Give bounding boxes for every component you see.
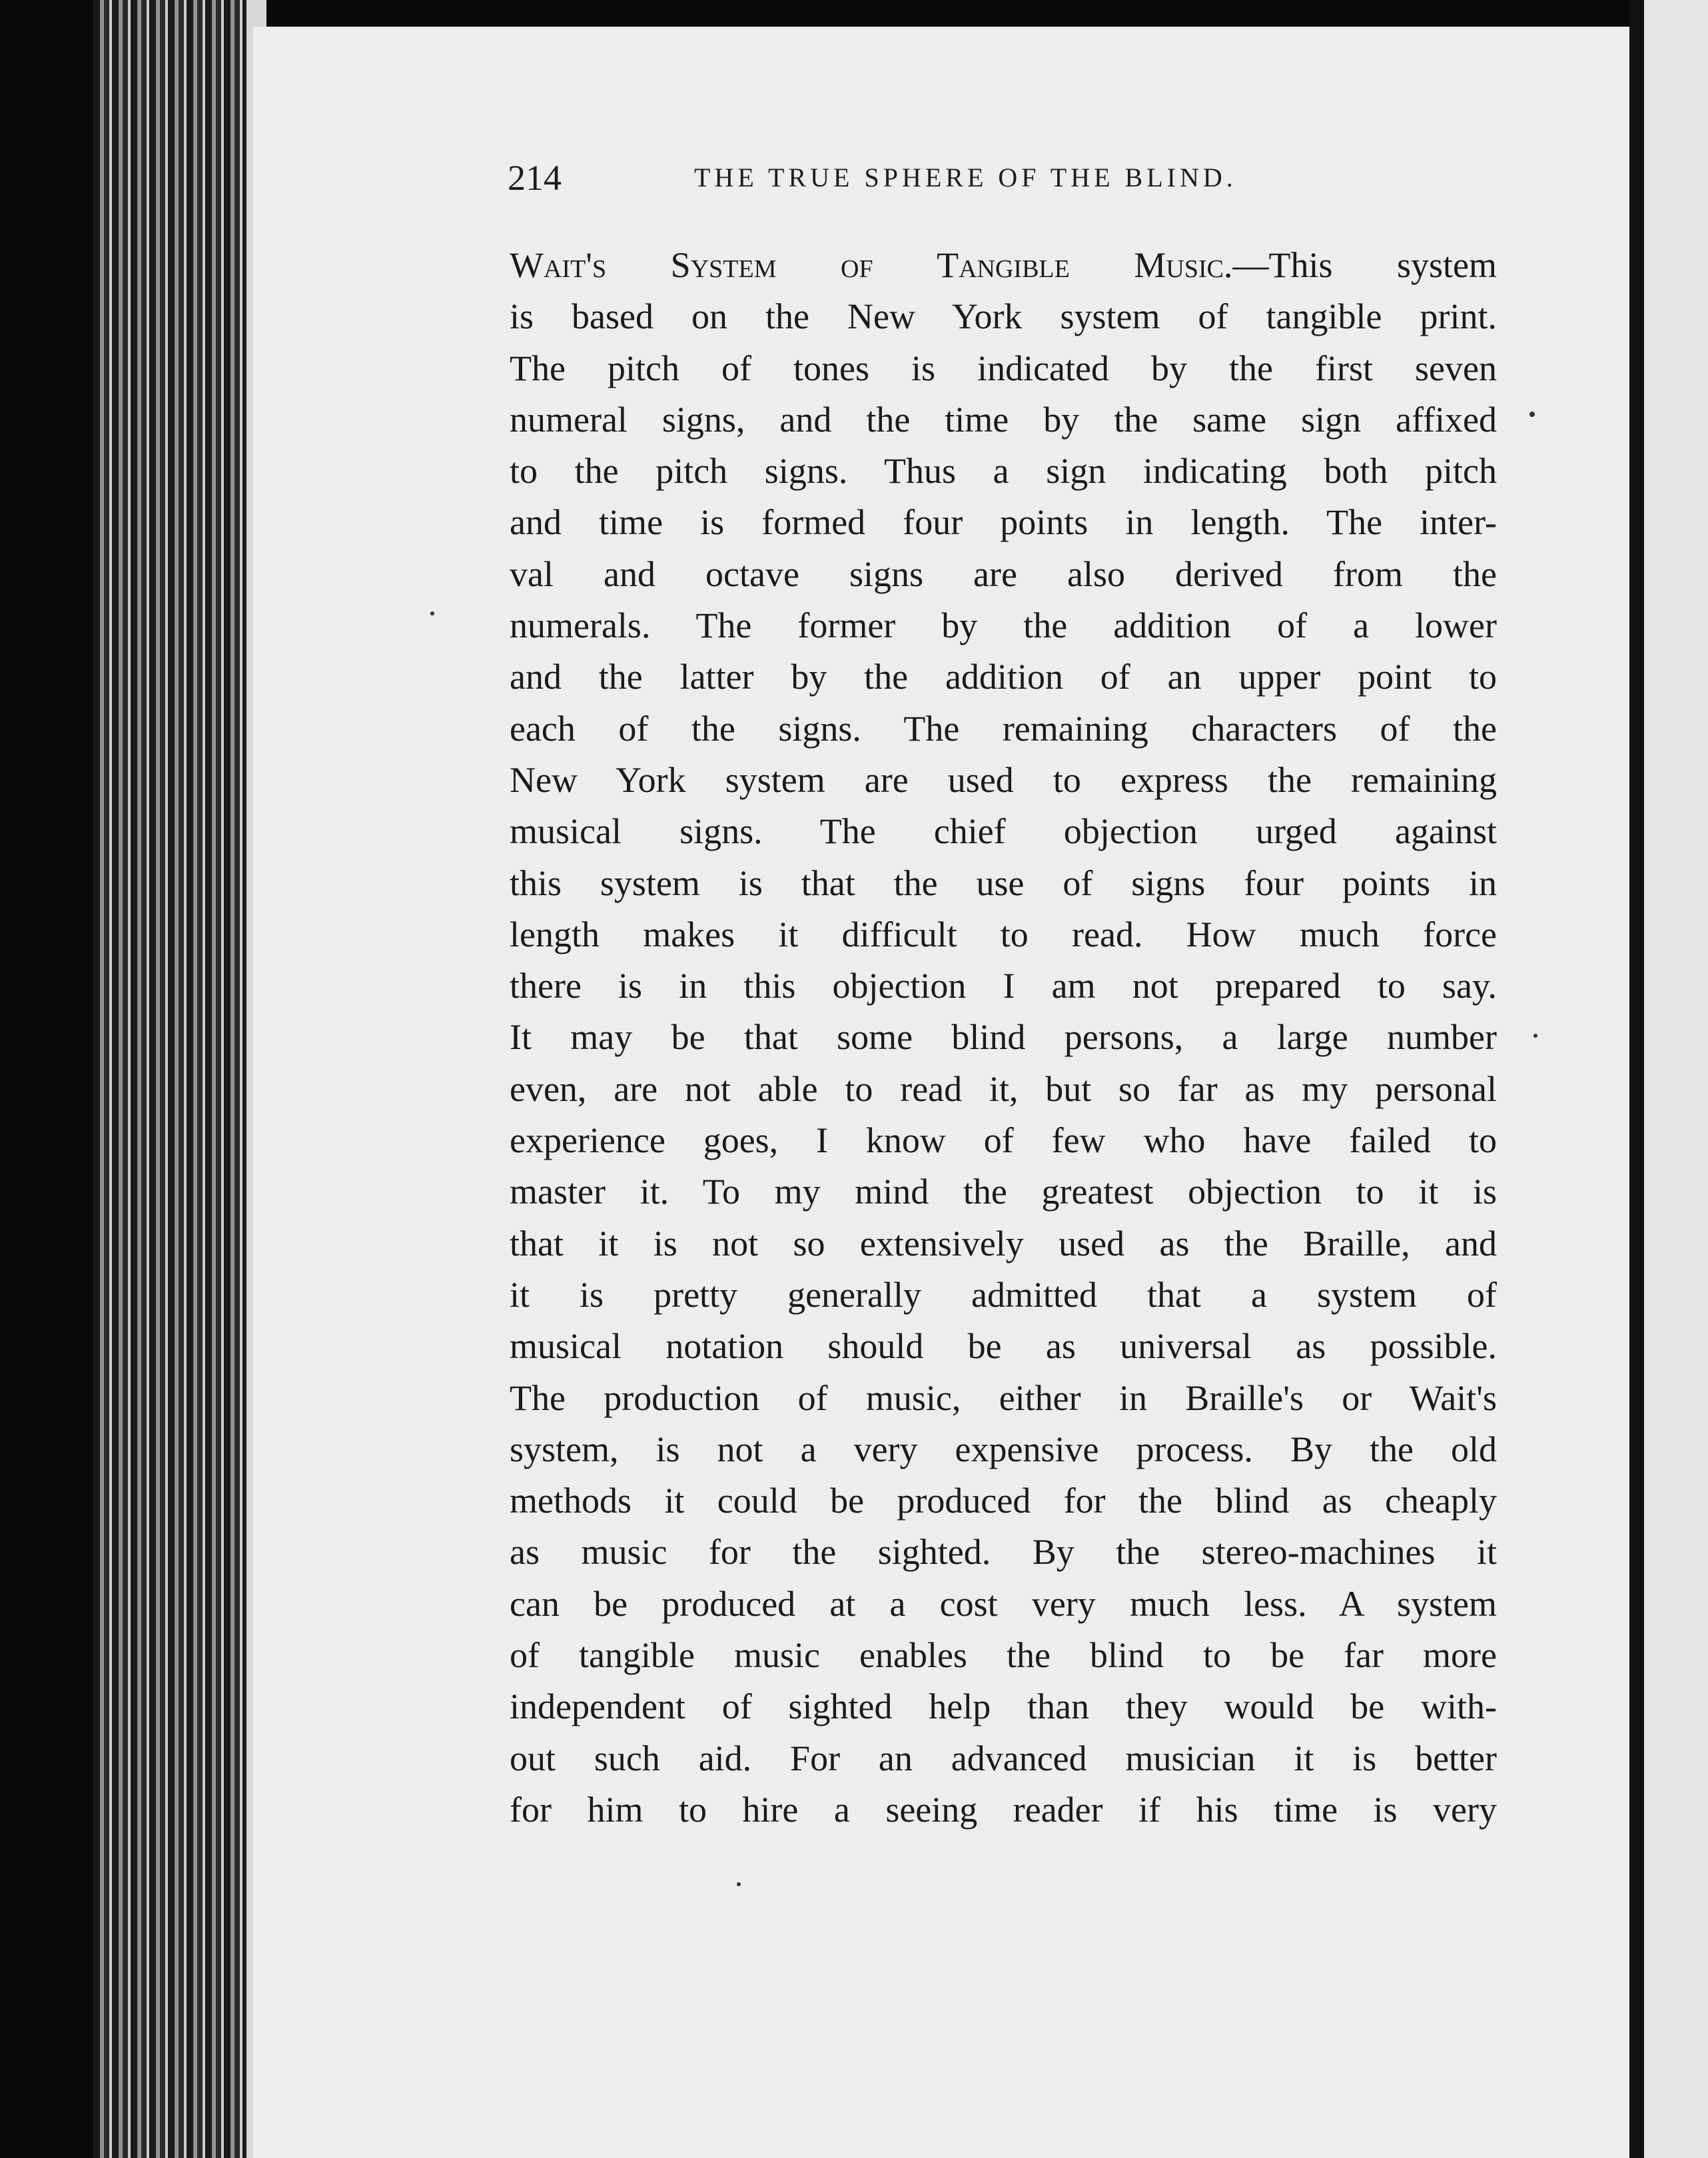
facing-page-edge [1644, 0, 1708, 2158]
page-header [508, 155, 1320, 201]
text-line: as music for the sighted. By the stereo-machines it [510, 1532, 1497, 1573]
text-line: of tangible music enables the blind to be far more [510, 1635, 1497, 1676]
text-line: The pitch of tones is indicated by the first seven [510, 348, 1497, 388]
scan-speck [1529, 412, 1535, 417]
text-line: musical notation should be as universal as possible. [510, 1326, 1497, 1367]
text-line: is based on the New York system of tangible print. [510, 296, 1497, 337]
text-line: system, is not a very expensive process. By the old [510, 1429, 1497, 1469]
text-line: to the pitch signs. Thus a sign indicating both pitch [510, 451, 1497, 492]
text-line: out such aid. For an advanced musician it is better [510, 1738, 1497, 1778]
text-line: that it is not so extensively used as the Braille, and [510, 1223, 1497, 1263]
section-heading: Wait's System of Tangible Music. [510, 245, 1233, 285]
text-line: numerals. The former by the addition of a lower [510, 605, 1497, 646]
text-line: for him to hire a seeing reader if his time is very [510, 1789, 1497, 1830]
text-line: experience goes, I know of few who have failed to [510, 1120, 1497, 1161]
body-text [510, 240, 1497, 1836]
text-line-fragment: —This system [1232, 245, 1497, 285]
text-line: can be produced at a cost very much less. A system [510, 1583, 1497, 1624]
text-line: musical signs. The chief objection urged against [510, 811, 1497, 852]
text-line: The production of music, either in Braille's or Wait's [510, 1377, 1497, 1418]
text-line: val and octave signs are also derived from the [510, 553, 1497, 594]
binding-strip [1629, 0, 1644, 2158]
page-number: 214 [508, 158, 562, 198]
scan-speck [1533, 1034, 1537, 1038]
text-line [510, 240, 1497, 291]
page-edges [93, 0, 266, 2158]
text-line: and time is formed four points in length. The inter- [510, 502, 1497, 543]
text-line: methods it could be produced for the blind as cheaply [510, 1481, 1497, 1521]
text-line: even, are not able to read it, but so far as my personal [510, 1068, 1497, 1109]
text-line: it is pretty generally admitted that a system of [510, 1274, 1497, 1315]
text-line: numeral signs, and the time by the same sign affixed [510, 399, 1497, 440]
scan-speck [430, 611, 434, 615]
text-line: independent of sighted help than they would be with- [510, 1686, 1497, 1727]
text-line: each of the signs. The remaining characters of the [510, 708, 1497, 749]
scan-speck [737, 1882, 741, 1886]
text-line: It may be that some blind persons, a large number [510, 1017, 1497, 1058]
text-line: and the latter by the addition of an upper point to [510, 657, 1497, 697]
text-line: length makes it difficult to read. How much force [510, 914, 1497, 954]
running-head: THE TRUE SPHERE OF THE BLIND. [694, 163, 1237, 192]
text-line: this system is that the use of signs four points in [510, 863, 1497, 903]
text-line: there is in this objection I am not prepared to say. [510, 966, 1497, 1006]
text-line: New York system are used to express the remaining [510, 759, 1497, 800]
text-line: master it. To my mind the greatest objection to it is [510, 1172, 1497, 1212]
